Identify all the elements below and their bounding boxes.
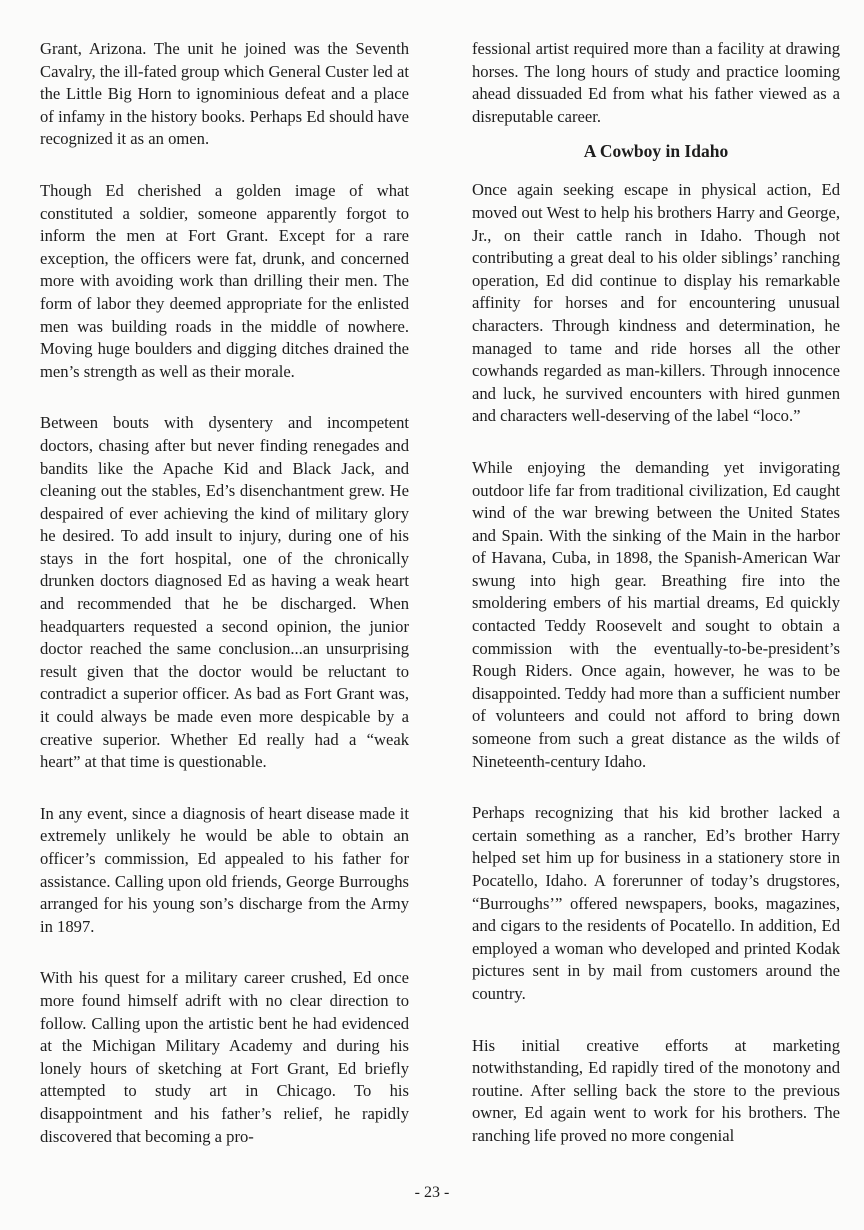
paragraph: Grant, Arizona. The unit he joined was the Seventh Cavalry, the ill-fated group which General Custer led at the Little Big Horn to ignominious defeat and a place of infamy in the history books. Perhaps Ed should have recognized it as an omen. [40,39,409,149]
page-number: - 23 - [414,1184,450,1201]
paragraph: In any event, since a diagnosis of heart disease made it extremely unlikely he would be able to obtain an officer’s commission, Ed appealed to his father for assistance. Calling upon old friends, George Burroughs arranged for his young son’s discharge from the Army in 1897. [40,803,409,936]
left-column [40,38,409,1177]
paragraph: With his quest for a military career crushed, Ed once more found himself adrift with no clear direction to follow. Calling upon the artistic bent he had evidenced at the Michigan Military Academy and during his lonely hours of sketching at Fort Grant, Ed briefly attempted to study art in Chicago. To his disappointment and his father’s relief, he rapidly discovered that becoming a pro- [40,968,409,1146]
paragraph: Between bouts with dysentery and incompetent doctors, chasing after but never finding renegades and bandits like the Apache Kid and Black Jack, and cleaning out the stables, Ed’s disenchantment grew. He despaired of ever achieving the kind of military glory he desired. To add insult to injury, during one of his stays in the fort hospital, one of the chronically drunken doctors diagnosed Ed as having a weak heart and recommended that he be discharged. When headquarters requested a second opinion, the junior doctor reached the same conclusion...an unsurprising result given that the doctor would be reluctant to contradict a superior officer. As bad as Fort Grant was, it could always be made even more despicable by a creative superior. Whether Ed really had a “weak heart” at that time is questionable. [40,413,409,772]
right-column [472,38,840,1177]
paragraph: Perhaps recognizing that his kid brother lacked a certain something as a rancher, Ed’s brother Harry helped set him up for business in a stationery store in Pocatello, Idaho. A forerunner of today’s drugstores, “Burroughs’” offered newspapers, books, magazines, and cigars to the residents of Pocatello. In addition, Ed employed a woman who developed and printed Kodak pictures sent in by mail from customers around the country. [472,803,840,1003]
section-heading: A Cowboy in Idaho [583,141,729,162]
paragraph: His initial creative efforts at marketing notwithstanding, Ed rapidly tired of the monotony and routine. After selling back the store to the previous owner, Ed again went to work for his brothers. The ranching life proved no more congenial [472,1035,840,1145]
paragraph-continued: fessional artist required more than a facility at drawing horses. The long hours of study and practice looming ahead dissuaded Ed from what his father viewed as a disreputable career. [472,39,840,126]
paragraph: Once again seeking escape in physical action, Ed moved out West to help his brothers Harry and George, Jr., on their cattle ranch in Idaho. Though not contributing a great deal to his older siblings’ ranching operation, Ed did continue to display his remarkable affinity for horses and for encountering unusual characters. Through kindness and determination, he managed to tame and ride horses all the other cowhands regarded as man-killers. Through innocence and luck, he survived encounters with hired gunmen and characters well-deserving of the label “loco.” [472,180,840,426]
paragraph: While enjoying the demanding yet invigorating outdoor life far from traditional civilization, Ed caught wind of the war brewing between the United States and Spain. With the sinking of the Main in the harbor of Havana, Cuba, in 1898, the Spanish-American War swung into high gear. Breathing fire into the smoldering embers of his martial dreams, Ed quickly contacted Teddy Roosevelt and sought to obtain a commission with the eventually-to-be-president’s Rough Riders. Once again, however, he was to be disappointed. Teddy had more than a sufficient number of volunteers and could not afford to bring down someone from such a great distance as the wilds of Nineteenth-century Idaho. [472,457,840,771]
paragraph: Though Ed cherished a golden image of what constituted a soldier, someone apparently forgot to inform the men at Fort Grant. Except for a rare exception, the officers were fat, drunk, and concerned more with avoiding work than drilling their men. The form of labor they deemed appropriate for the enlisted men was building roads in the middle of nowhere. Moving huge boulders and digging ditches drained the men’s strength as well as their morale. [40,180,409,381]
